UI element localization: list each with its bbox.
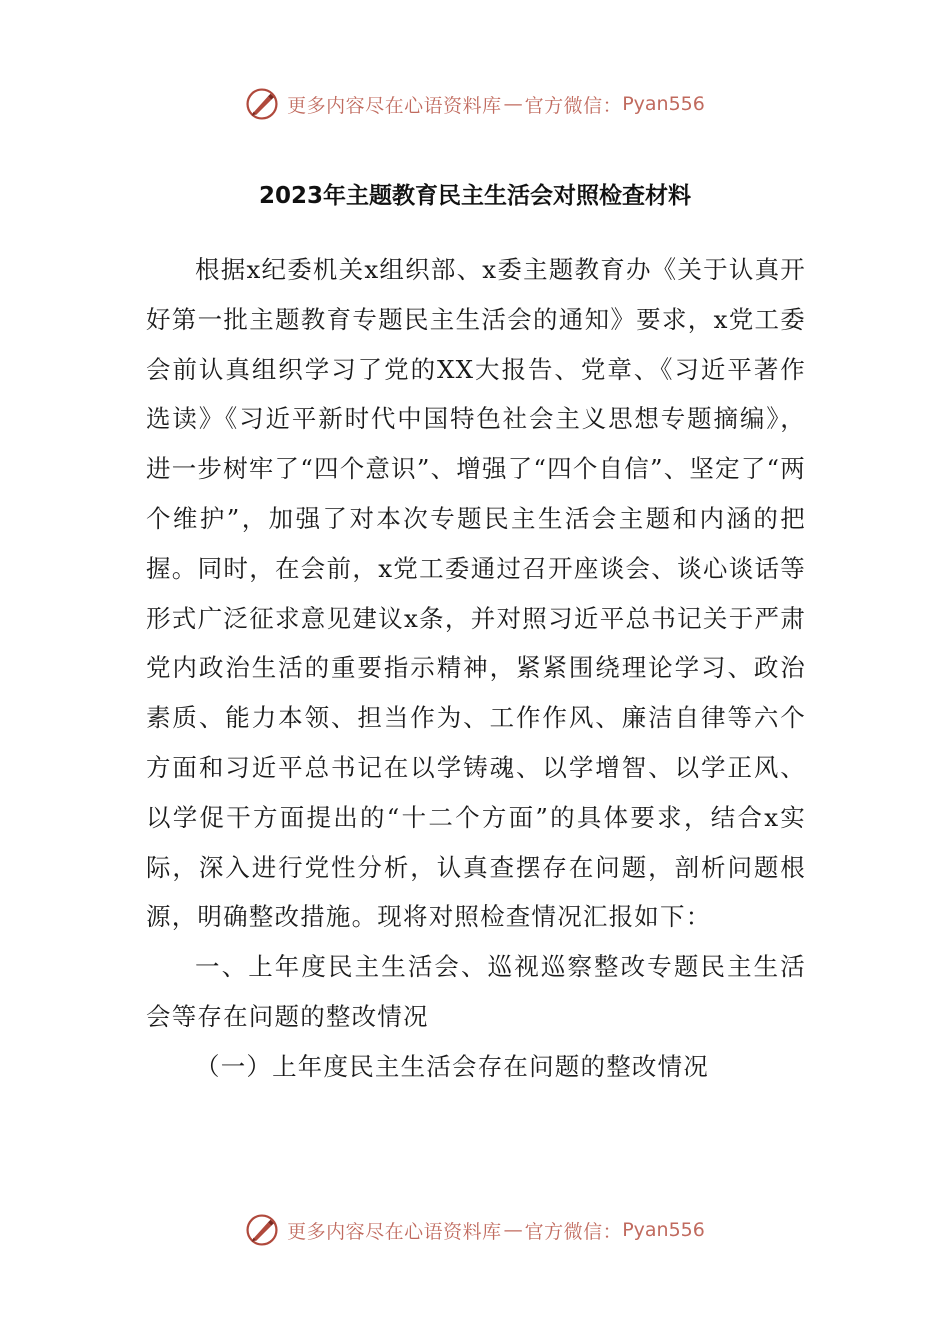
watermark-label: 官方微信： bbox=[524, 94, 623, 117]
watermark-separator: — bbox=[503, 93, 523, 115]
watermark-label: 官方微信： bbox=[524, 1220, 623, 1243]
watermark-handle: Pyan556 bbox=[622, 93, 705, 115]
watermark-footer bbox=[0, 1208, 950, 1252]
watermark-text: 更多内容尽在心语资料库 bbox=[287, 94, 502, 117]
watermark-separator: — bbox=[503, 1219, 523, 1241]
pen-circle-logo-icon bbox=[245, 87, 279, 121]
watermark-header bbox=[0, 82, 950, 126]
intro-paragraph: 根据x纪委机关x组织部、x委主题教育办《关于认真开好第一批主题教育专题民主生活会的通知》要求，x党工委会前认真组织学习了党的XX大报告、党章、《习近平著作选读》《习近平新时代中国特色社会主义思想专题摘编》，进一步树牢了“四个意识”、增强了“四个自信”、坚定了“两个维护”，加强了对本次专题民主生活会主题和内涵的把握。同时，在会前，x党工委通过召开座谈会、谈心谈话等形式广泛征求意见建议x条，并对照习近平总书记关于严肃党内政治生活的重要指示精神，紧紧围绕理论学习、政治素质、能力本领、担当作为、工作作风、廉洁自律等六个方面和习近平总书记在以学铸魂、以学增智、以学正风、以学促干方面提出的“十二个方面”的具体要求，结合x实际，深入进行党性分析，认真查摆存在问题，剖析问题根源，明确整改措施。现将对照检查情况汇报如下： bbox=[146, 255, 806, 932]
document-title: 2023年主题教育民主生活会对照检查材料 bbox=[258, 183, 691, 209]
watermark-text: 更多内容尽在心语资料库 bbox=[287, 1220, 502, 1243]
subsection-heading-1: （一）上年度民主生活会存在问题的整改情况 bbox=[195, 1051, 709, 1081]
pen-circle-logo-icon bbox=[245, 1213, 279, 1247]
section-heading-1: 一、上年度民主生活会、巡视巡察整改专题民主生活会等存在问题的整改情况 bbox=[146, 952, 806, 1031]
document-body bbox=[146, 245, 806, 1092]
watermark-handle: Pyan556 bbox=[622, 1219, 705, 1241]
